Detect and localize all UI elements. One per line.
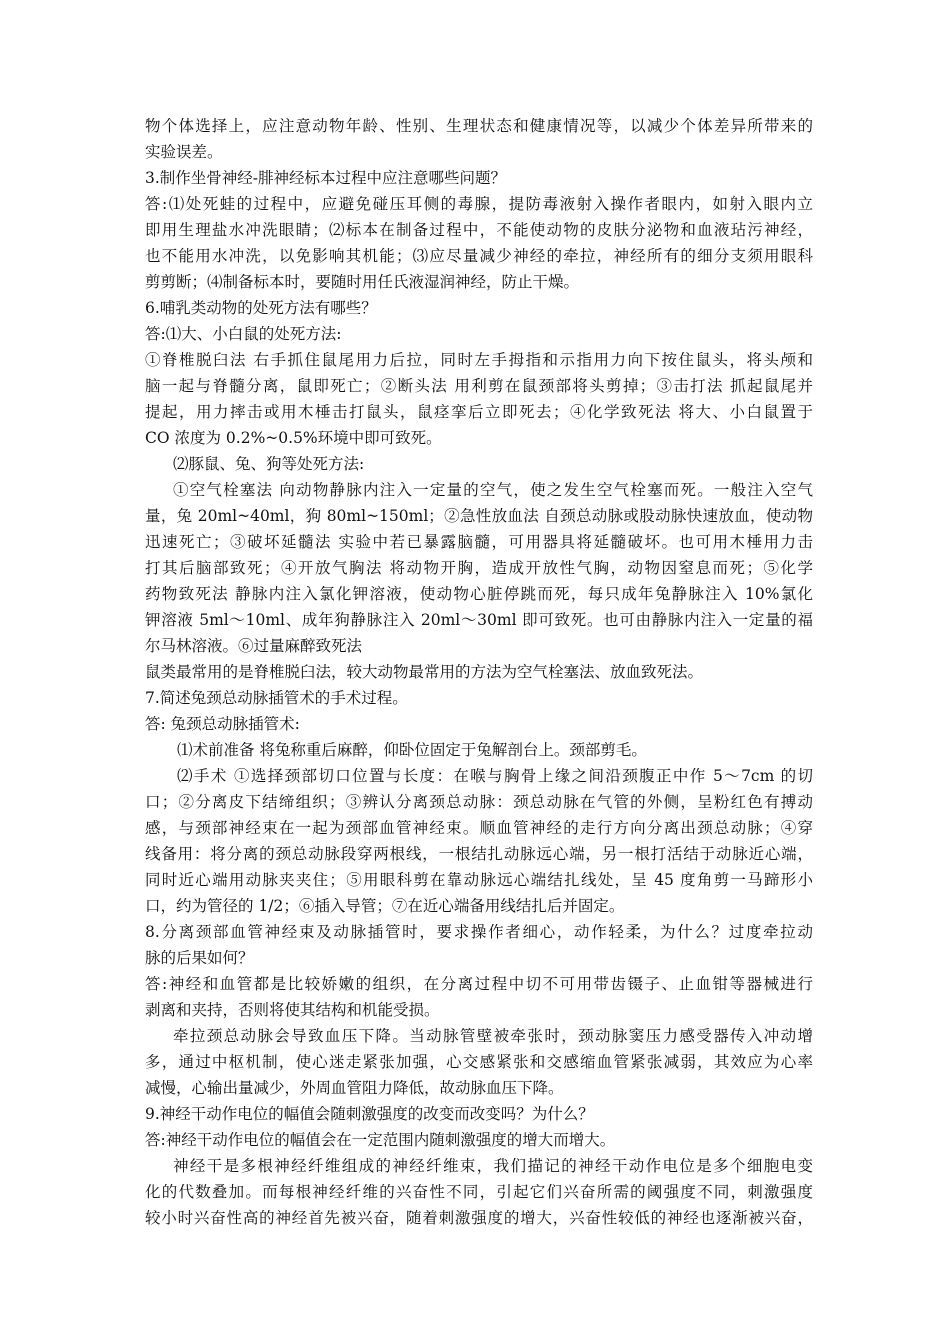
text-line: CO 浓度为 0.2%~0.5%环境中即可致死。 <box>145 429 442 447</box>
text-line: 实验误差。 <box>145 143 223 161</box>
text-line: 药物致死法 静脉内注入氯化钾溶液，使动物心脏停跳而死，每只成年兔静脉注入 10%氯化 <box>145 585 813 603</box>
text-line: 神经干是多根神经纤维组成的神经纤维束，我们描记的神经干动作电位是多个细胞电变 <box>173 1157 813 1175</box>
text-line: 迅速死亡；③破坏延髓法 实验中若已暴露脑髓，可用器具将延髓破坏。也可用木棰用力击 <box>145 533 813 551</box>
text-line: 答:⑴大、小白鼠的处死方法: <box>145 325 342 343</box>
text-line: 鼠类最常用的是脊椎脱臼法，较大动物最常用的方法为空气栓塞法、放血致死法。 <box>145 663 704 681</box>
text-line: 减慢，心输出量减少，外周血管阻力降低，故动脉血压下降。 <box>145 1079 564 1097</box>
document-body <box>145 113 813 1231</box>
text-line: 答:神经和血管都是比较娇嫩的组织，在分离过程中切不可用带齿镊子、止血钳等器械进行 <box>145 975 813 993</box>
text-line: 尔马林溶液。⑥过量麻醉致死法 <box>145 637 363 655</box>
text-line: ①空气栓塞法 向动物静脉内注入一定量的空气，使之发生空气栓塞而死。一般注入空气 <box>173 481 813 499</box>
text-line: 脑一起与脊髓分离，鼠即死亡；②断头法 用利剪在鼠颈部将头剪掉；③击打法 抓起鼠尾并 <box>145 377 813 395</box>
text-line: 较小时兴奋性高的神经首先被兴奋，随着刺激强度的增大，兴奋性较低的神经也逐渐被兴奋， <box>145 1209 813 1227</box>
text-line: 化的代数叠加。而每根神经纤维的兴奋性不同，引起它们兴奋所需的阈强度不同，刺激强度 <box>145 1183 813 1201</box>
text-line: 6.哺乳类动物的处死方法有哪些？ <box>145 299 377 317</box>
text-line: 多，通过中枢机制，使心迷走紧张加强，心交感紧张和交感缩血管紧张减弱，其效应为心率 <box>145 1053 813 1071</box>
text-line: 3.制作坐骨神经-腓神经标本过程中应注意哪些问题？ <box>145 169 507 187</box>
text-line: 即用生理盐水冲洗眼睛；⑵标本在制备过程中，不能使动物的皮肤分泌物和血液玷污神经， <box>145 221 813 239</box>
text-line: 打其后脑部致死；④开放气胸法 将动物开胸，造成开放性气胸，动物因窒息而死；⑤化学 <box>145 559 813 577</box>
text-line: 9.神经干动作电位的幅值会随刺激强度的改变而改变吗？为什么？ <box>145 1105 594 1123</box>
text-line: 8.分离颈部血管神经束及动脉插管时，要求操作者细心，动作轻柔，为什么？过度牵拉动 <box>145 923 813 941</box>
text-line: 答:神经干动作电位的幅值会在一定范围内随刺激强度的增大而增大。 <box>145 1131 616 1149</box>
text-line: 提起，用力摔击或用木棰击打鼠头，鼠痉挛后立即死去；④化学致死法 将大、小白鼠置于 <box>145 403 813 421</box>
text-line: 7.简述兔颈总动脉插管术的手术过程。 <box>145 689 408 707</box>
text-line: 口；②分离皮下结缔组织；③辨认分离颈总动脉：颈总动脉在气管的外侧，呈粉红色有搏动 <box>145 793 813 811</box>
text-line: 答:⑴处死蛙的过程中，应避免碰压耳侧的毒腺，提防毒液射入操作者眼内，如射入眼内立 <box>145 195 813 213</box>
text-line: 牵拉颈总动脉会导致血压下降。当动脉管壁被牵张时，颈动脉窦压力感受器传入冲动增 <box>173 1027 813 1045</box>
text-line: ⑵豚鼠、兔、狗等处死方法: <box>173 455 365 473</box>
text-line: 感，与颈部神经束在一起为颈部血管神经束。顺血管神经的走行方向分离出颈总动脉；④穿 <box>145 819 813 837</box>
text-line: 也不能用水冲洗，以免影响其机能；⑶应尽量减少神经的牵拉，神经所有的细分支须用眼科 <box>145 247 813 265</box>
text-line: 线备用：将分离的颈总动脉段穿两根线，一根结扎动脉远心端，另一根打活结于动脉近心端， <box>145 845 813 863</box>
text-line: 剪剪断；⑷制备标本时，要随时用任氏液湿润神经，防止干燥。 <box>145 273 580 291</box>
text-line: ⑵手术 ①选择颈部切口位置与长度：在喉与胸骨上缘之间沿颈腹正中作 5～7cm 的切 <box>177 767 813 785</box>
text-line: 同时近心端用动脉夹夹住；⑤用眼科剪在靠动脉远心端结扎线处，呈 45 度角剪一马蹄形小 <box>145 871 813 889</box>
text-line: ⑴术前准备 将兔称重后麻醉，仰卧位固定于兔解剖台上。颈部剪毛。 <box>177 741 647 759</box>
text-line: 脉的后果如何？ <box>145 949 254 967</box>
text-line: 口，约为管径的 1/2；⑥插入导管；⑦在近心端备用线结扎后并固定。 <box>145 897 625 915</box>
text-line: ①脊椎脱臼法 右手抓住鼠尾用力后拉，同时左手拇指和示指用力向下按住鼠头，将头颅和 <box>145 351 813 369</box>
text-line: 答: 兔颈总动脉插管术: <box>145 715 300 733</box>
text-line: 剥离和夹持，否则将使其结构和机能受损。 <box>145 1001 440 1019</box>
text-line: 物个体选择上，应注意动物年龄、性别、生理状态和健康情况等，以减少个体差异所带来的 <box>145 117 813 135</box>
text-line: 量，兔 20ml~40ml，狗 80ml~150ml；②急性放血法 自颈总动脉或股动脉快速放血，使动物 <box>145 507 813 525</box>
text-line: 钾溶液 5ml～10ml、成年狗静脉注入 20ml～30ml 即可致死。也可由静脉内注入一定量的福 <box>145 611 813 629</box>
